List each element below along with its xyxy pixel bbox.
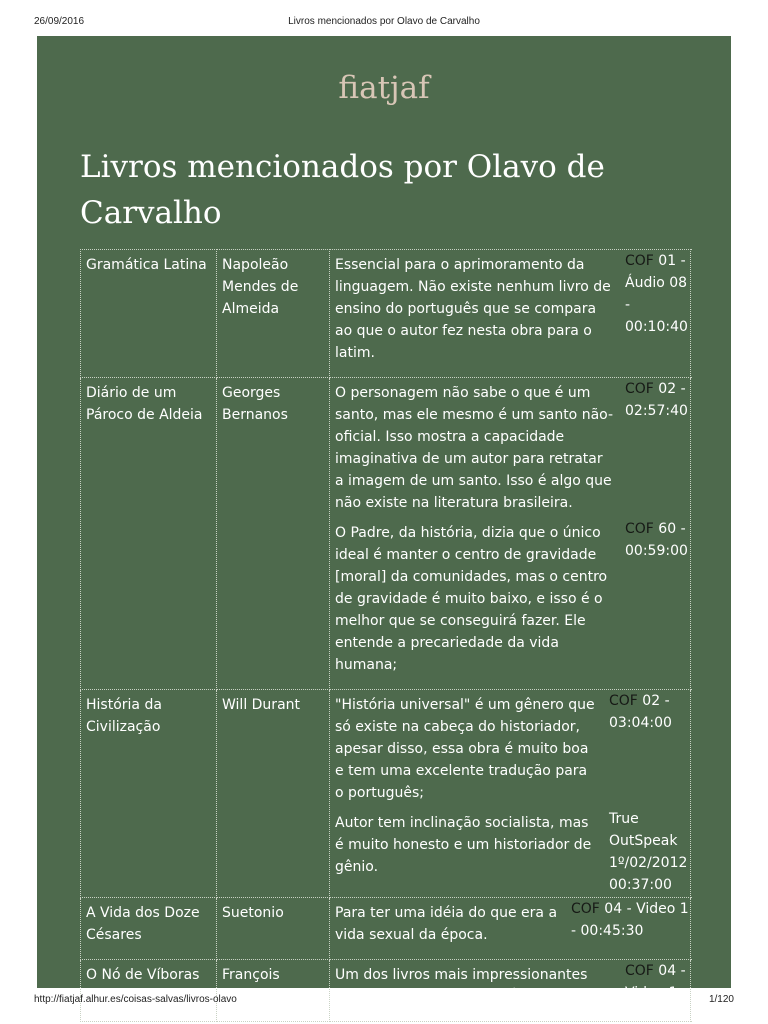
book-author: Will Durant — [217, 690, 330, 898]
reference-detail: 04 - Video 1 - 00:45:30 — [571, 901, 689, 939]
note-text: Essencial para o aprimoramento da linguagem. Não existe nenhum livro de ensino do português que se compara ao que o autor fez nesta obra para o latim. — [335, 257, 611, 361]
book-title: O Nó de Víboras — [81, 960, 217, 1022]
reference-detail: 02 - 02:57:40 — [625, 381, 688, 419]
source-reference — [609, 808, 691, 896]
reference-detail: True OutSpeak 1º/02/2012 00:37:00 — [609, 811, 688, 893]
book-notes — [330, 690, 691, 898]
print-url: http://fiatjaf.alhur.es/coisas-salvas/livros-olavo — [34, 994, 237, 1005]
note-text: "História universal" é um gênero que só existe na cabeça do historiador, apesar disso, essa obra é muito boa e tem uma excelente tradução para o português; — [335, 697, 595, 801]
source-reference — [625, 250, 691, 338]
cof-link[interactable]: COF — [571, 901, 600, 917]
note-text: Para ter uma idéia do que era a vida sexual da época. — [335, 905, 558, 943]
book-author: Suetonio — [217, 898, 330, 960]
cof-link[interactable]: COF — [609, 693, 638, 709]
table-row — [81, 378, 691, 690]
print-date: 26/09/2016 — [34, 16, 85, 27]
source-reference — [609, 690, 689, 734]
reference-detail: 02 - 03:04:00 — [609, 693, 672, 731]
book-author: Georges Bernanos — [217, 378, 330, 690]
reference-detail: 01 - Áudio 08 - 00:10:40 — [625, 253, 688, 335]
page-title: Livros mencionados por Olavo de Carvalho — [80, 149, 605, 231]
book-notes — [330, 898, 691, 960]
cof-link[interactable]: COF — [625, 963, 654, 979]
book-notes — [330, 960, 691, 1022]
table-row — [81, 898, 691, 960]
print-title: Livros mencionados por Olavo de Carvalho — [288, 16, 480, 27]
books-table — [80, 249, 691, 1022]
table-row — [81, 250, 691, 378]
cof-link[interactable]: COF — [625, 253, 654, 269]
reference-detail: 04 - Video 1 — [625, 963, 686, 1001]
note-entry — [335, 811, 688, 893]
reference-detail: 60 - 00:59:00 — [625, 521, 688, 559]
book-notes — [330, 250, 691, 378]
note-text: Um dos livros mais impressionantes que eu li na minha vida. É um sujeito — [335, 967, 596, 1005]
note-entry — [335, 694, 685, 804]
print-page-number: 1/120 — [708, 994, 734, 1005]
book-title: Diário de um Pároco de Aldeia — [81, 378, 217, 690]
book-author: Napoleão Mendes de Almeida — [217, 250, 330, 378]
note-entry — [335, 901, 689, 946]
book-notes — [330, 378, 691, 690]
note-entry — [335, 253, 688, 364]
source-reference — [625, 518, 691, 562]
table-row — [81, 960, 691, 1022]
site-title[interactable]: fiatjaf — [338, 70, 430, 106]
note-entry — [335, 521, 688, 676]
table-row — [81, 690, 691, 898]
note-text: O personagem não sabe o que é um santo, mas ele mesmo é um santo não-oficial. Isso mostra a capacidade imaginativa de um autor para retratar a imagem de um santo. Isso é algo que não existe na literatura brasileira. — [335, 385, 614, 511]
book-title: Gramática Latina — [81, 250, 217, 378]
source-reference — [625, 378, 691, 422]
print-footer — [34, 994, 734, 1008]
cof-link[interactable]: COF — [625, 381, 654, 397]
note-entry — [335, 381, 688, 514]
print-header — [34, 16, 734, 30]
note-text: Autor tem inclinação socialista, mas é muito honesto e um historiador de gênio. — [335, 815, 592, 875]
book-title: História da Civilização — [81, 690, 217, 898]
cof-link[interactable]: COF — [625, 521, 654, 537]
note-text: O Padre, da história, dizia que o único ideal é manter o centro de gravidade [moral] da comunidades, mas o centro de gravidade é muito baixo, e isso é o melhor que se conseguirá fazer. Ele entende a precariedade da vida humana; — [335, 525, 608, 673]
source-reference — [571, 898, 689, 942]
book-title: A Vida dos Doze Césares — [81, 898, 217, 960]
book-author: François Mauriac — [217, 960, 330, 1022]
